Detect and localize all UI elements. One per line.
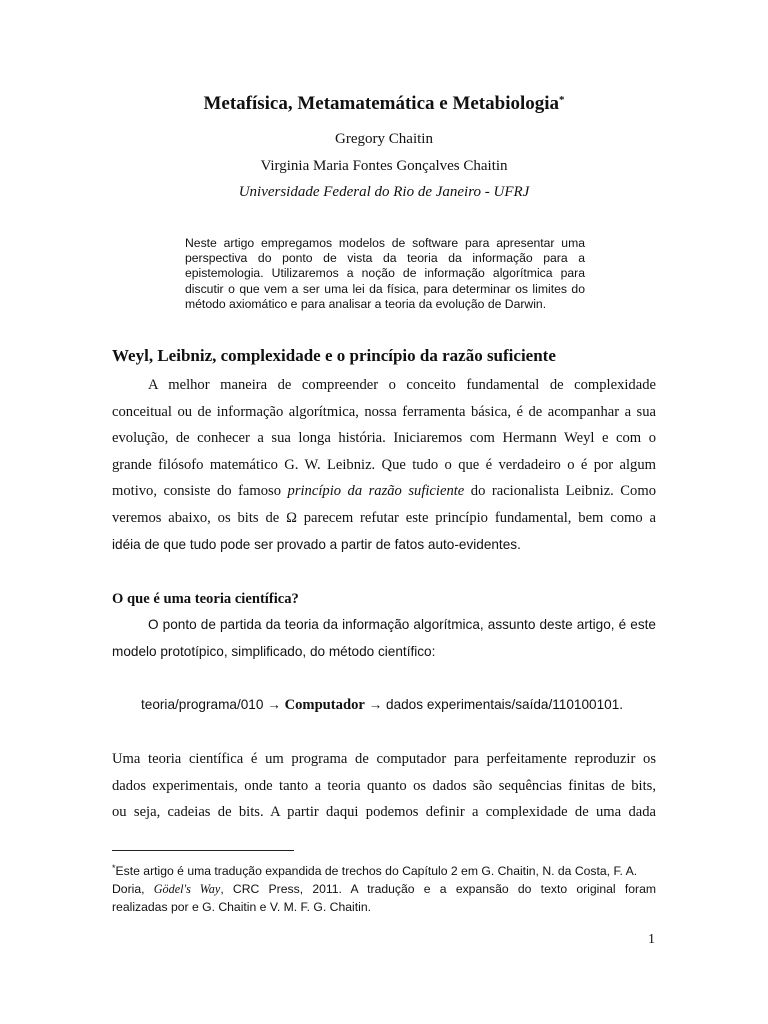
text-line: veremos abaixo, os bits de Ω parecem refutar este princípio fundamental, bem como a xyxy=(112,509,656,526)
body-paragraph xyxy=(112,746,656,826)
footnote-rule xyxy=(112,850,294,851)
section-heading: Weyl, Leibniz, complexidade e o princípio da razão suficiente xyxy=(112,346,556,365)
text-line: modelo prototípico, simplificado, do método científico: xyxy=(112,643,436,659)
footnote-line: realizadas por e G. Chaitin e V. M. F. G. Chaitin. xyxy=(112,900,371,914)
text-line: motivo, consiste do famoso princípio da razão suficiente do racionalista Leibniz. Como xyxy=(112,483,656,500)
formula-computer: Computador xyxy=(284,697,365,713)
text-line: dados experimentais, onde tanto a teoria quanto os dados são sequências finitas de bits, xyxy=(112,777,656,794)
abstract xyxy=(185,236,585,312)
page-number: 1 xyxy=(648,932,655,947)
text-line: O ponto de partida da teoria da informação algorítmica, assunto deste artigo, é este xyxy=(148,617,656,632)
subsection-heading: O que é uma teoria científica? xyxy=(112,591,299,607)
abstract-line: perspectiva do ponto de vista da teoria da informação para a xyxy=(185,251,585,266)
author-name: Gregory Chaitin xyxy=(335,131,433,147)
text-line: conceitual ou de informação algorítmica, nossa ferramenta básica, é de acompanhar a sua xyxy=(112,403,656,420)
text-line: grande filósofo matemático G. W. Leibniz. Que tudo o que é verdadeiro o é por algum xyxy=(112,456,656,473)
scientific-method-formula: teoria/programa/010 → Computador → dados experimentais/saída/110100101. xyxy=(141,697,624,713)
italic-term: princípio da razão suficiente xyxy=(287,483,465,500)
paper-title: Metafísica, Metamatemática e Metabiologia* xyxy=(203,93,565,114)
text-line: ou seja, cadeias de bits. A partir daqui podemos definir a complexidade de uma dada xyxy=(112,804,656,821)
text-line: idéia de que tudo pode ser provado a partir de fatos auto-evidentes. xyxy=(112,536,521,552)
footnote-line: Doria, Gödel's Way, CRC Press, 2011. A tradução e a expansão do texto original foram xyxy=(112,882,657,896)
footnote xyxy=(112,859,656,916)
abstract-line: Neste artigo empregamos modelos de software para apresentar uma xyxy=(185,236,585,250)
footnote-line: *Este artigo é uma tradução expandida de trechos do Capítulo 2 em G. Chaitin, N. da Costa, F. A. xyxy=(112,863,638,878)
abstract-line: método axiomático e para analisar a teoria da evolução de Darwin. xyxy=(185,296,547,311)
text-line: Uma teoria científica é um programa de computador para perfeitamente reproduzir os xyxy=(112,751,656,767)
author-name: Virginia Maria Fontes Gonçalves Chaitin xyxy=(260,158,508,174)
text-line: evolução, de conhecer a sua longa história. Iniciaremos com Hermann Weyl e com o xyxy=(112,430,656,447)
body-paragraph xyxy=(112,612,656,665)
body-paragraph xyxy=(112,372,656,558)
text-line: A melhor maneira de compreender o conceito fundamental de complexidade xyxy=(148,377,656,393)
abstract-line: discutir o que vem a ser uma lei da física, para determinar os limites do xyxy=(185,281,585,296)
footnote-mark: * xyxy=(112,863,116,873)
book-title: Gödel's Way xyxy=(153,882,221,896)
affiliation: Universidade Federal do Rio de Janeiro - UFRJ xyxy=(238,184,530,200)
abstract-line: epistemologia. Utilizaremos a noção de informação algorítmica para xyxy=(185,266,585,281)
title-footnote-mark: * xyxy=(559,94,565,106)
